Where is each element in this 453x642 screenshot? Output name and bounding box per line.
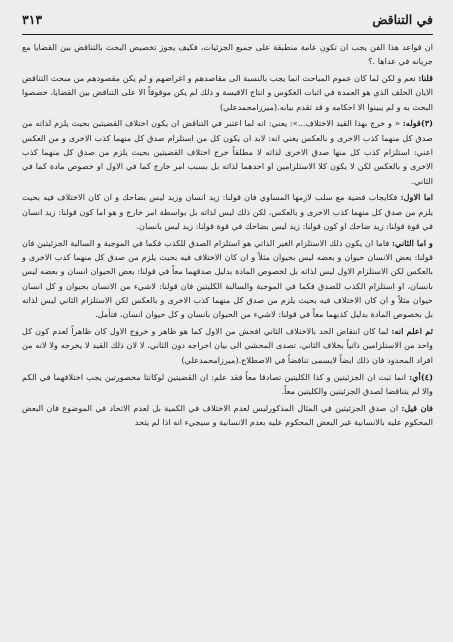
paragraph-text: ان قواعد هذا الفن يجب ان تكون عامة منطبقة على جميع الجزئيات، فكيف يجوز تخصيص البحث بالتناقض بين القضايا مع جريانه في عداها .؟	[22, 42, 433, 67]
paragraph-lead: (٤)أي:	[409, 371, 433, 382]
paragraph-lead: اما الاول:	[400, 192, 433, 203]
paragraph-lead: و اما الثاني:	[392, 237, 433, 248]
paragraph-lead: قلنا:	[418, 73, 433, 84]
paragraph-text: « و خرج بهذا القيد الاختلاف...»: يعني: انه لما اعتبر في التناقض ان يكون اختلاف القضيتين بحيث يلزم لذاته من صدق كل منهما كذب الاخرى و بالعكس يعني انه: لابد ان يكون كل من استلزام صدق كل منهما كذب الاخرى و من العكس اعني: استلزام كذب كل منها صدق الاخرى لذاته لا مطلقاً خرج اختلاف القضيتين بحيث يلزم من صدق كل منهما كذب الاخرى و بالعكس لكن لا يكون كلا الاستلزامين او احدهما لذاته بل بسبب امر خارج كما في الاول او خصوص مادة كما في الثاني.	[22, 118, 433, 186]
paragraph	[22, 236, 433, 322]
paragraph-lead: (٣)قوله:	[402, 118, 433, 129]
paragraph	[22, 116, 433, 187]
page-header	[22, 10, 433, 35]
paragraph-text: لما كان انتقاض الحد بالاختلاف الثاني افحش من الاول كما هو ظاهر و خروج الاول كان ظاهراً لعدم كون كل واحد من الاستلزامين ذاتياً بخلاف الثاني، تصدى المحشي الى بيان اخراجه دون الثاني، لا لان ذلك القيد لا يخرجه ولا لانه من افراد المحدود فان ذلك ايضاً لايسمى تناقضاً في الاصطلاح.(ميرزامحمدعلي)	[22, 326, 433, 365]
paragraph	[22, 71, 433, 114]
page-body	[22, 40, 433, 429]
paragraph-lead: ثم اعلم انه:	[391, 326, 434, 337]
paragraph-lead: فان قيل:	[401, 402, 433, 413]
paragraph	[22, 370, 433, 399]
paragraph	[22, 190, 433, 233]
running-title: في التناقض	[372, 12, 433, 27]
paragraph-text: فكايجاب قضية مع سلب لازمها المساوي فان قولنا: زيد انسان وزيد ليس بضاحك و ان كان الاختلاف فيه بحيث يلزم من صدق كل منهما كذب الاخرى و بالعكس، لكن ذلك ليس لذاته بل بواسطة امر خارج و هو اما كون قولنا: زيد انسان في قوة قولنا: زيد ضاحك او كون قولنا: زيد ليس بضاحك في قوة قولنا: زيد ليس بانسان.	[22, 192, 433, 232]
paragraph-text: فاما ان يكون ذلك الاستلزام الغير الذاتي هو استلزام الصدق للكذب فكما في الموجبة و السالبة الجزئيتين فان قولنا: بعض الانسان حيوان و بعضه ليس بحيوان مثلاً و ان كان الاختلاف فيه بحيث يلزم من صدق كل منهما كذب الاخرى و بالعكس لكن الاستلزام الاول ليس لذاته بل لخصوص المادة بدليل صدقهما معاً في قولنا: بعض الحيوان انسان و بعضه ليس بانسان، او استلزام الكذب للصدق فكما في الموجبة والسالبة الكليتين فان قولنا: لاشيء من الانسان بحيوان و كل انسان حيوان مثلاً و ان كان الاختلاف فيه بحيث يلزم من صدق كل منهما كذب الاخرى و بالعكس لكن الاستلزام الثاني ليس لذاته بل بخصوص المادة بدليل كذبهما معاً في قولنا: لاشيء من الحيوان بانسان و كل حيوان انسان، فتأمل.	[22, 237, 433, 320]
paragraph-text: نعم و لكن لما كان عموم المباحث انما يجب بالنسبة الى مقاصدهم و اغراضهم و لم يكن مقصودهم من مبحث التناقض الايان الخلف الذي هو العمدة في اثبات العكوس و انتاج الاقيسة و ذلك لم يكن موقوفاً الا على التناقض بين القضايا، خصصوا البحث به و لم يبينوا الا احكامه و قد تقدم بيانه.(ميرزامحمدعلي)	[22, 73, 433, 112]
paragraph-text: انما ثبت ان الجزئيتين و كذا الكليتين تصادقا معاً فقد علم: ان القضيتين لوكانتا محصورتين يجب اختلافهما في الكم والا لم يتناقضا لصدق الجزئيتين والكليتين معاً.	[22, 371, 433, 396]
paragraph	[22, 401, 433, 430]
paragraph-text: ان صدق الجزئيتين في المثال المذكورليس لعدم الاختلاف في الكمية بل لعدم الاتحاد في الموضوع فان البعض المحكوم عليه بالانسانية غير البعض المحكوم عليه بعدم الانسانية و سيجيء انه اذا لم يتحد	[22, 402, 433, 427]
paragraph	[22, 324, 433, 367]
page-number: ٣١٣	[22, 12, 43, 27]
paragraph	[22, 40, 433, 69]
